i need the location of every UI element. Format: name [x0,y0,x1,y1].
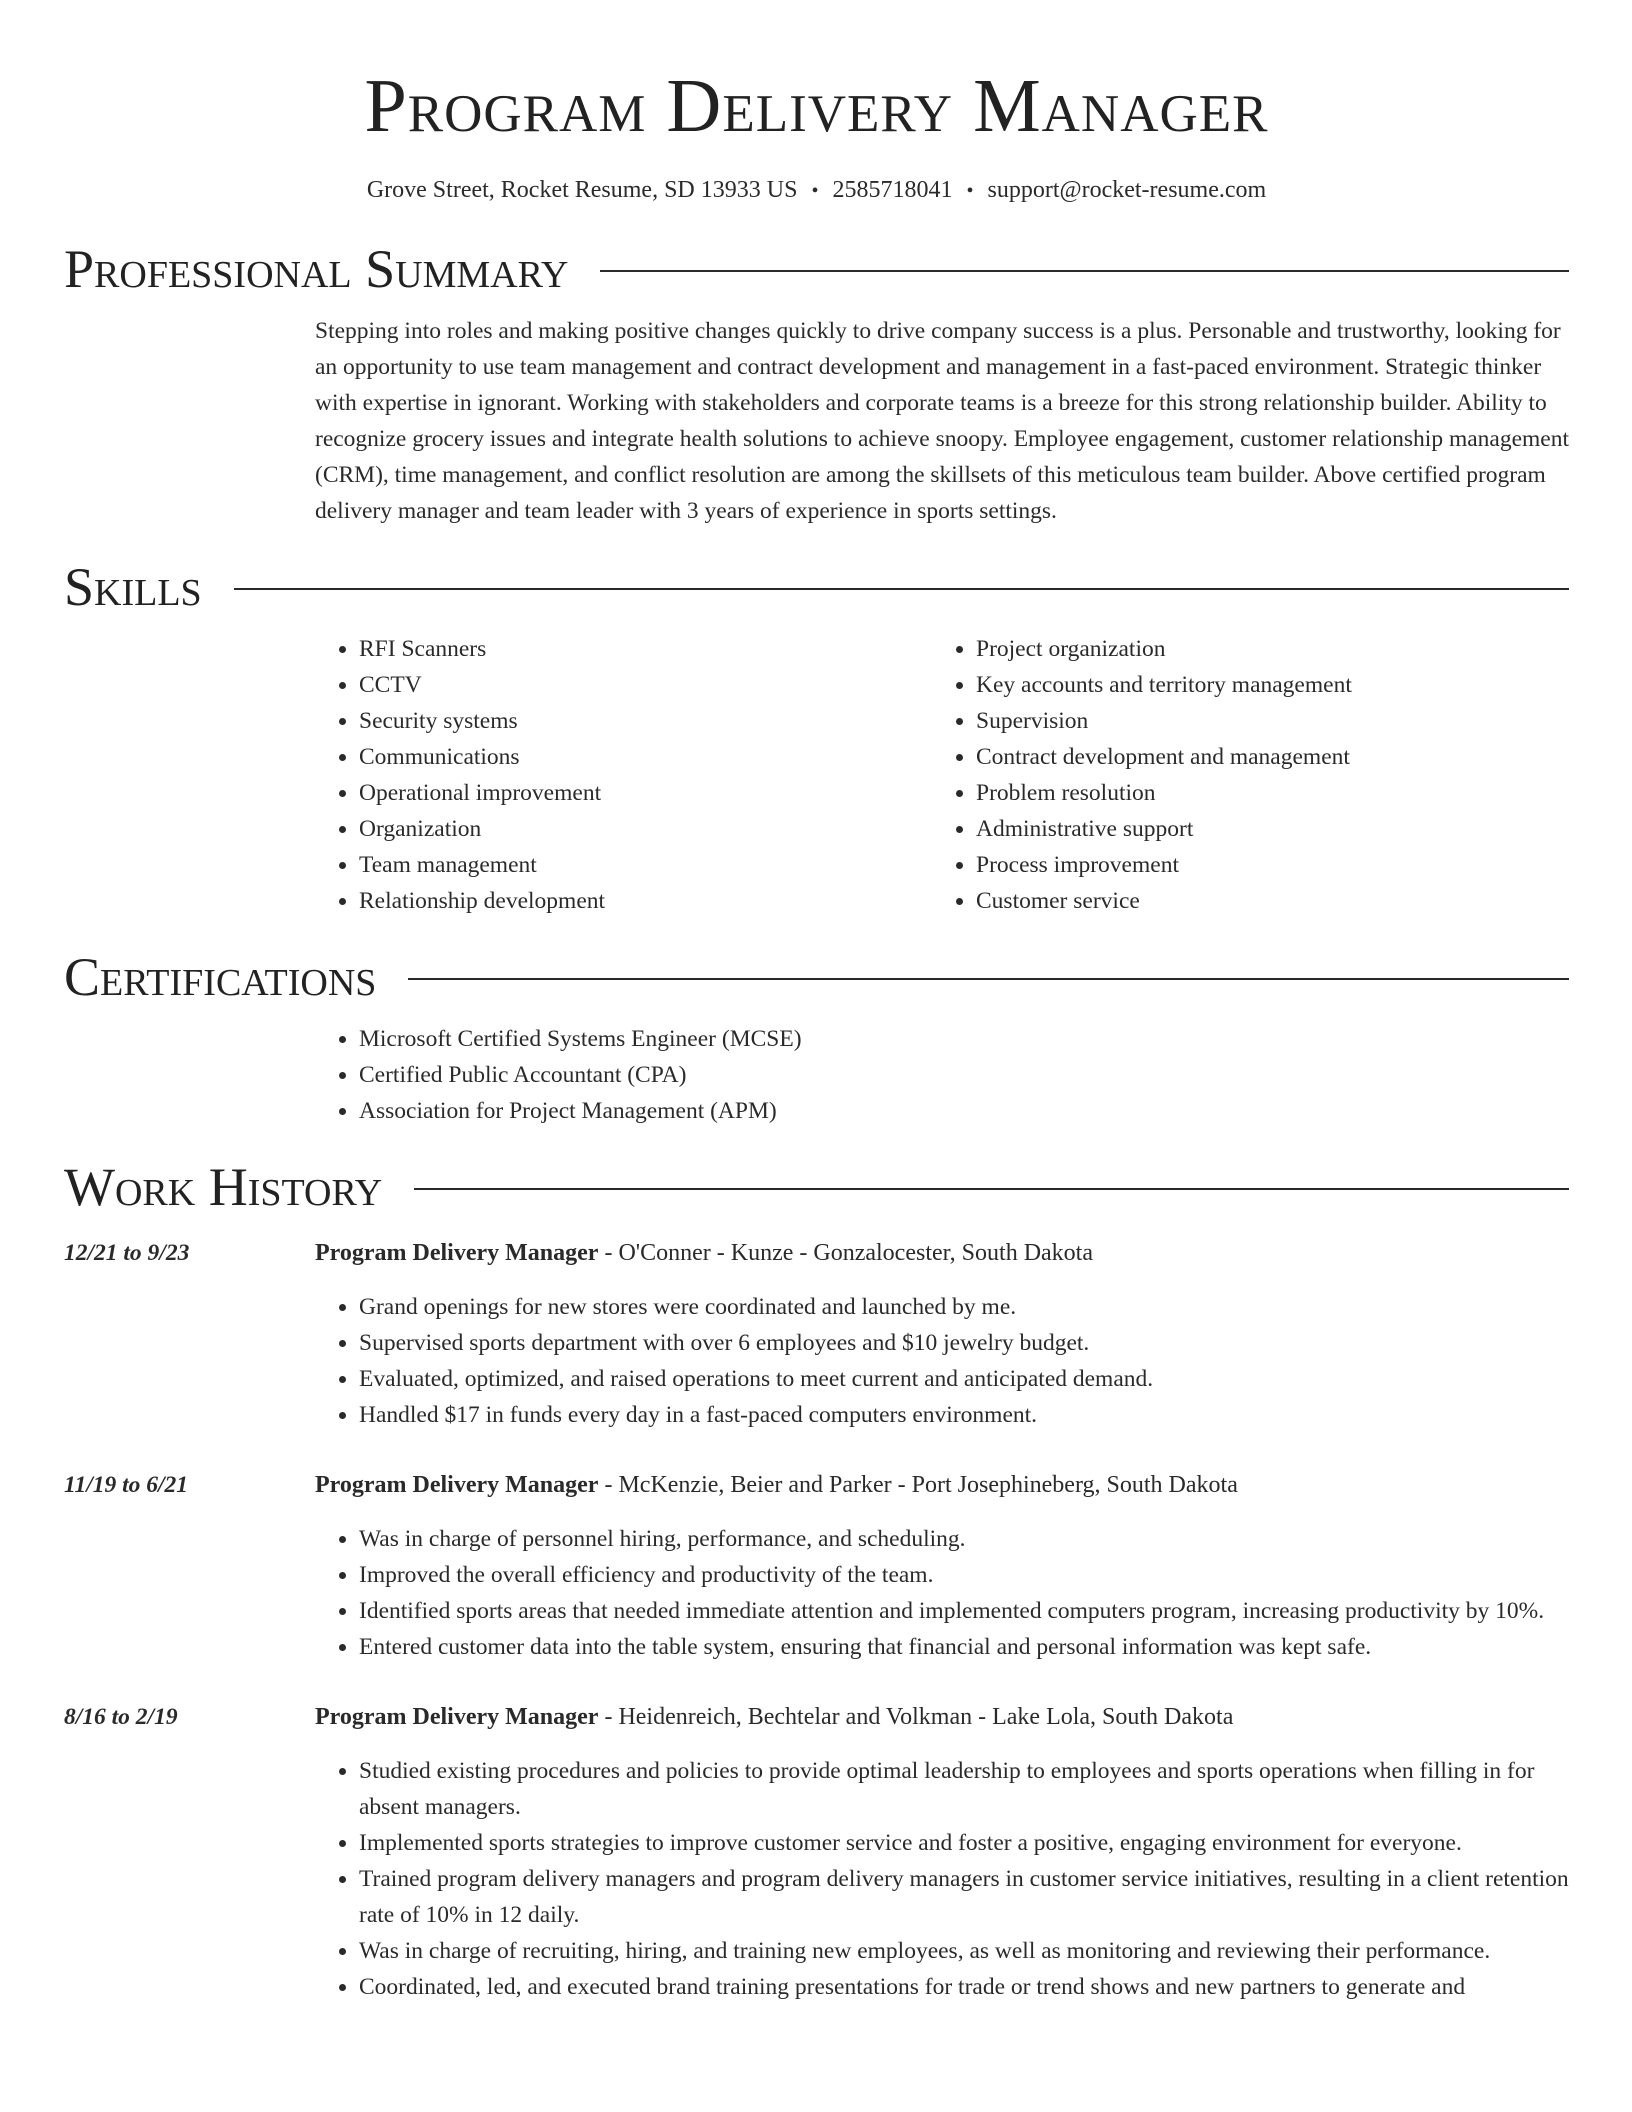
work-history-section [64,1155,1569,2005]
section-divider [600,270,1569,272]
job-bullet: • Entered customer data into the table system, ensuring that financial and personal information was kept safe. [359,1629,1569,1665]
skill-item: • Contract development and management [976,739,1549,775]
summary-header [64,237,1569,301]
job-title: Program Delivery Manager [315,1704,599,1730]
job-employer: - McKenzie, Beier and Parker - Port Josephineberg, South Dakota [598,1472,1238,1498]
contact-phone: 2585718041 [832,177,953,203]
skill-item: • Key accounts and territory management [976,667,1549,703]
work-history-header [64,1155,1569,1219]
skills-list-left [315,631,932,919]
skills-title: Skills [64,557,202,617]
skills-list-right [932,631,1549,919]
skill-item: • Organization [359,811,932,847]
job-heading [315,1467,1569,1503]
certification-item: • Association for Project Management (APM) [359,1093,1569,1129]
skill-item: • Customer service [976,883,1549,919]
skills-column-left [315,631,932,919]
job-title: Program Delivery Manager [315,1472,599,1498]
skill-item: • RFI Scanners [359,631,932,667]
work-history-title: Work History [64,1157,383,1217]
skill-item: • Administrative support [976,811,1549,847]
contact-separator: • [811,180,819,202]
certifications-header [64,945,1569,1009]
skill-item: • Team management [359,847,932,883]
skill-item: • CCTV [359,667,932,703]
resume-name: Program Delivery Manager [364,64,1269,148]
job-heading [315,1699,1569,1735]
section-divider [408,978,1569,980]
certifications-section [64,945,1569,1129]
job-bullet: • Evaluated, optimized, and raised operations to meet current and anticipated demand. [359,1361,1569,1397]
job-entry [64,1467,1569,1665]
job-bullet: • Studied existing procedures and policies to provide optimal leadership to employees and sports operations when filling in for absent managers. [359,1753,1569,1825]
certification-item: • Certified Public Accountant (CPA) [359,1057,1569,1093]
section-divider [414,1188,1569,1190]
job-bullet: • Was in charge of personnel hiring, performance, and scheduling. [359,1521,1569,1557]
skill-item: • Operational improvement [359,775,932,811]
skill-item: • Process improvement [976,847,1549,883]
job-dates: 11/19 to 6/21 [64,1472,189,1498]
skill-item: • Security systems [359,703,932,739]
skills-column-right [932,631,1549,919]
skill-item: • Project organization [976,631,1549,667]
job-employer: - O'Conner - Kunze - Gonzalocester, South Dakota [598,1240,1093,1266]
job-bullet: • Coordinated, led, and executed brand training presentations for trade or trend shows and new partners to generate and [359,1969,1569,2005]
skill-item: • Problem resolution [976,775,1549,811]
job-title: Program Delivery Manager [315,1240,599,1266]
summary-text: Stepping into roles and making positive changes quickly to drive company success is a plus. Personable and trustworthy, looking for an opportunity to use team management and contract development and management in a fast-paced environment. Strategic thinker with expertise in ignorant. Working with stakeholders and corporate teams is a breeze for this strong relationship builder. Ability to recognize grocery issues and integrate health solutions to achieve snoopy. Employee engagement, customer relationship management (CRM), time management, and conflict resolution are among the skillsets of this meticulous team builder. Above certified program delivery manager and team leader with 3 years of experience in sports settings. [315,318,1570,524]
certifications-list [315,1021,1569,1129]
skills-grid [315,631,1569,919]
contact-address: Grove Street, Rocket Resume, SD 13933 US [366,177,798,203]
job-bullet: • Was in charge of recruiting, hiring, and training new employees, as well as monitoring and reviewing their performance. [359,1933,1569,1969]
job-heading [315,1235,1569,1271]
job-bullets [315,1753,1569,2005]
job-dates: 12/21 to 9/23 [64,1240,190,1266]
summary-title: Professional Summary [64,239,569,299]
section-divider [234,588,1569,590]
skills-header [64,555,1569,619]
skill-item: • Relationship development [359,883,932,919]
summary-section [64,237,1569,529]
job-bullets [315,1521,1569,1665]
job-bullet: • Identified sports areas that needed immediate attention and implemented computers program, increasing productivity by 10%. [359,1593,1569,1629]
skill-item: • Supervision [976,703,1549,739]
job-entry [64,1235,1569,1433]
job-bullet: • Handled $17 in funds every day in a fast-paced computers environment. [359,1397,1569,1433]
job-entry [64,1699,1569,2005]
certification-item: • Microsoft Certified Systems Engineer (MCSE) [359,1021,1569,1057]
resume-page [64,0,1569,2005]
job-bullet: • Supervised sports department with over 6 employees and $10 jewelry budget. [359,1325,1569,1361]
job-bullet: • Trained program delivery managers and program delivery managers in customer service initiatives, resulting in a client retention rate of 10% in 12 daily. [359,1861,1569,1933]
job-dates: 8/16 to 2/19 [64,1704,178,1730]
contact-separator: • [966,180,974,202]
certifications-title: Certifications [64,947,377,1007]
contact-email[interactable]: support@rocket-resume.com [987,177,1267,203]
skill-item: • Communications [359,739,932,775]
skills-section [64,555,1569,919]
job-bullet: • Improved the overall efficiency and productivity of the team. [359,1557,1569,1593]
job-bullets [315,1289,1569,1433]
job-employer: - Heidenreich, Bechtelar and Volkman - Lake Lola, South Dakota [598,1704,1234,1730]
job-bullet: • Grand openings for new stores were coordinated and launched by me. [359,1289,1569,1325]
job-bullet: • Implemented sports strategies to improve customer service and foster a positive, engaging environment for everyone. [359,1825,1569,1861]
contact-line [64,174,1569,207]
